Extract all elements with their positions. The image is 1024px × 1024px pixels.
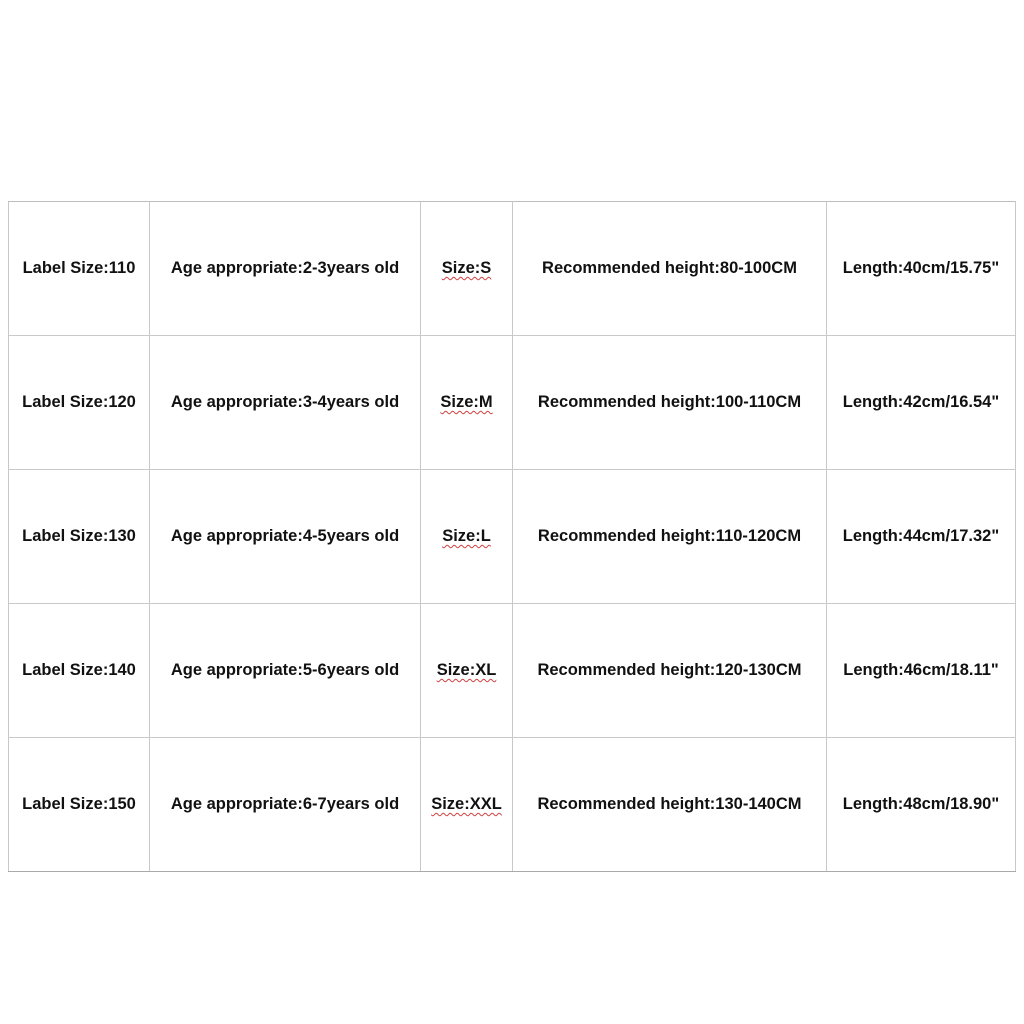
size-value: Size:M [440, 393, 493, 411]
size-value: Size:S [441, 259, 492, 277]
recommended-height-cell: Recommended height:130-140CM [513, 738, 827, 872]
size-value: Size:XL [436, 661, 497, 679]
size-cell [421, 738, 513, 872]
label-size-cell: Label Size:130 [9, 470, 150, 604]
age-appropriate-cell: Age appropriate:3-4years old [150, 336, 421, 470]
recommended-height-cell: Recommended height:100-110CM [513, 336, 827, 470]
recommended-height-cell: Recommended height:110-120CM [513, 470, 827, 604]
length-cell: Length:46cm/18.11" [827, 604, 1016, 738]
table-row [9, 738, 1016, 872]
table-row [9, 336, 1016, 470]
size-chart-table [8, 201, 1016, 872]
length-cell: Length:48cm/18.90" [827, 738, 1016, 872]
length-cell: Length:42cm/16.54" [827, 336, 1016, 470]
length-cell: Length:40cm/15.75" [827, 202, 1016, 336]
length-cell: Length:44cm/17.32" [827, 470, 1016, 604]
size-cell [421, 336, 513, 470]
label-size-cell: Label Size:110 [9, 202, 150, 336]
table-row [9, 604, 1016, 738]
label-size-cell: Label Size:140 [9, 604, 150, 738]
size-cell [421, 202, 513, 336]
table-row [9, 470, 1016, 604]
age-appropriate-cell: Age appropriate:5-6years old [150, 604, 421, 738]
age-appropriate-cell: Age appropriate:4-5years old [150, 470, 421, 604]
size-value: Size:XXL [431, 795, 502, 813]
age-appropriate-cell: Age appropriate:2-3years old [150, 202, 421, 336]
size-cell [421, 604, 513, 738]
size-value: Size:L [442, 527, 491, 545]
label-size-cell: Label Size:150 [9, 738, 150, 872]
recommended-height-cell: Recommended height:120-130CM [513, 604, 827, 738]
size-cell [421, 470, 513, 604]
label-size-cell: Label Size:120 [9, 336, 150, 470]
age-appropriate-cell: Age appropriate:6-7years old [150, 738, 421, 872]
recommended-height-cell: Recommended height:80-100CM [513, 202, 827, 336]
table-row [9, 202, 1016, 336]
